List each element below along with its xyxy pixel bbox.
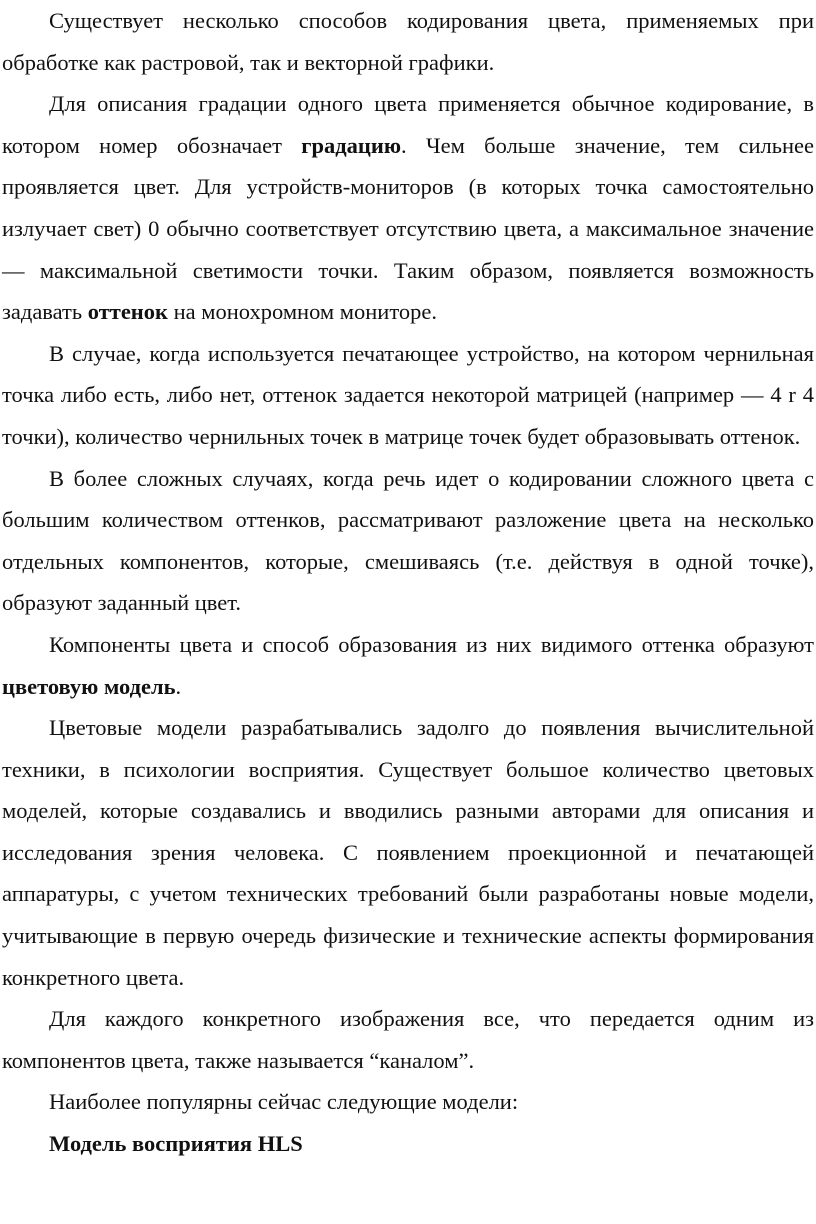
bold-term-gradation: градацию	[301, 132, 402, 158]
bold-term-color-model: цветовую модель	[2, 673, 176, 699]
paragraph-popular-models: Наиболее популярны сейчас следующие модели:	[49, 1089, 519, 1115]
paragraph-model-history: Цветовые модели разрабатывались задолго до появления вычислительной техники, в психологии восприятия. Существует большое количество цветовых моделей, которые создавались и вводились разными авторами для описания и исследования зрения человека. С появлением проекционной и печатающей аппаратуры, с учетом технических требований были разработаны новые модели, учитывающие в первую очередь физические и технические аспекты формирования конкретного цвета.	[2, 715, 814, 990]
document-page	[2, 0, 814, 1165]
text-run: Компоненты цвета и способ образования из них видимого оттенка образуют	[49, 631, 814, 657]
text-run: .	[175, 673, 182, 699]
paragraph-printing-device: В случае, когда используется печатающее устройство, на котором чернильная точка либо есть, либо нет, оттенок задается некоторой матрицей (например — 4 r 4 точки), количество чернильных точек в матрице точек будет образовывать оттенок.	[2, 340, 814, 449]
text-run: на монохромном мониторе.	[168, 299, 438, 325]
bold-term-shade: оттенок	[87, 299, 168, 325]
paragraph-complex-color: В более сложных случаях, когда речь идет о кодировании сложного цвета с большим количеством оттенков, рассматривают разложение цвета на несколько отдельных компонентов, которые, смешиваясь (т.е. действуя в одной точке), образуют заданный цвет.	[2, 465, 814, 616]
paragraph-color-model	[2, 624, 814, 707]
paragraph-line: обработке как растровой, так и векторной графики.	[2, 49, 495, 75]
text-run: Для описания градации одного цвета применяется обычное кодирование, в котором номер обозначает	[2, 91, 814, 158]
paragraph-line: Существует несколько способов кодирования цвета, применяемых при	[49, 8, 814, 33]
paragraph-color-coding-intro	[2, 0, 814, 83]
paragraph-gradation	[2, 83, 814, 333]
text-run: . Чем больше значение, тем сильнее проявляется цвет. Для устройств-мониторов (в которых точка самостоятельно излучает свет) 0 обычно соответствует отсутствию цвета, а максимальное значение — максимальной светимости точки. Таким образом, появляется возможность задавать	[2, 132, 814, 325]
paragraph-channel: Для каждого конкретного изображения все, что передается одним из компонентов цвета, также называется “каналом”.	[2, 1006, 814, 1073]
section-heading-hls: Модель восприятия HLS	[49, 1131, 303, 1157]
